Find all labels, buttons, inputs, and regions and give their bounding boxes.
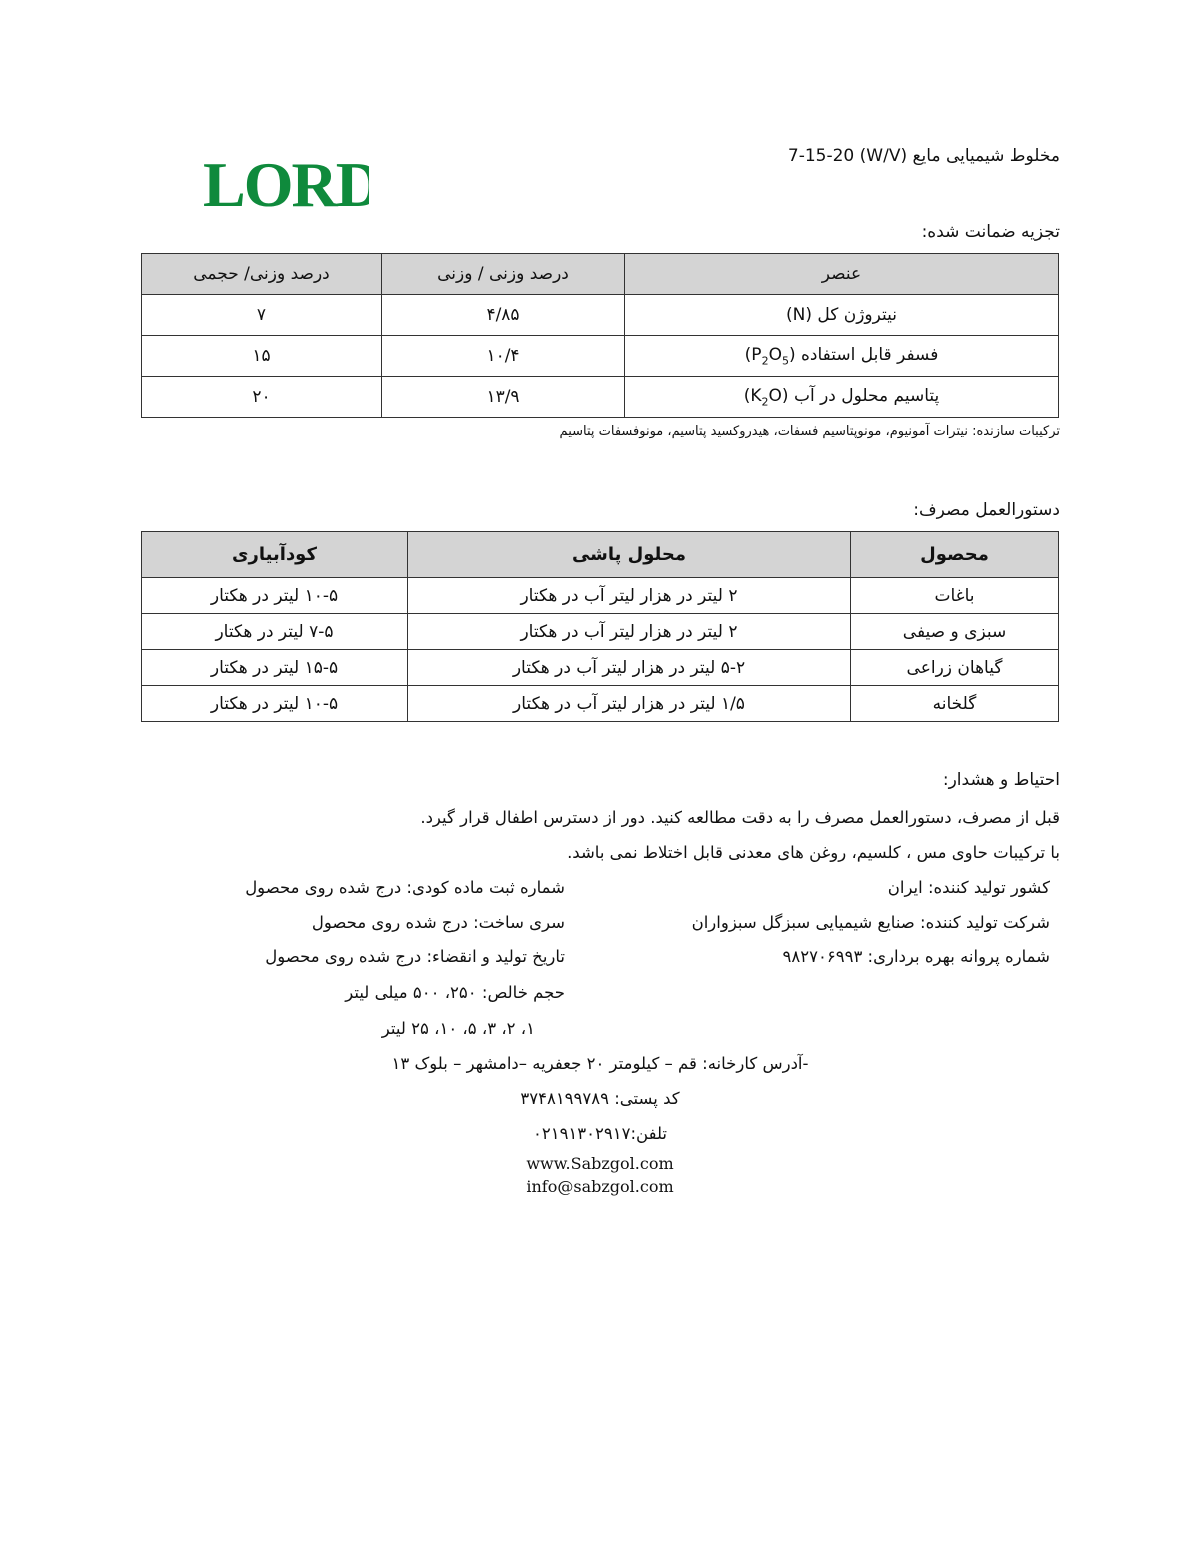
registration-number: شماره ثبت ماده کودی: درج شده روی محصول (245, 878, 565, 897)
ingredients-note: ترکیبات سازنده: نیترات آمونیوم، مونوپتاسیم فسفات، هیدروکسید پتاسیم، مونوفسفات پتاسیم (559, 424, 1060, 439)
postal-code: کد پستی: ۳۷۴۸۱۹۹۷۸۹ (520, 1089, 680, 1108)
crop-cell: گیاهان زراعی (851, 650, 1059, 686)
wv-cell: ۲۰ (142, 377, 382, 418)
usage-header-row (142, 532, 1059, 578)
fertigation-cell: ۱۵-۵ لیتر در هکتار (142, 650, 408, 686)
producer-company: شرکت تولید کننده: صنایع شیمیایی سبزگل سبزواران (691, 913, 1050, 932)
spray-cell: ۲ لیتر در هزار لیتر آب در هکتار (408, 614, 851, 650)
ww-cell: ۱۰/۴ (382, 336, 625, 377)
fertigation-cell: ۷-۵ لیتر در هکتار (142, 614, 408, 650)
factory-address: -آدرس کارخانه: قم – کیلومتر ۲۰ جعفریه –دامشهر – بلوک ۱۳ (391, 1054, 809, 1073)
net-volume: حجم خالص: ۲۵۰، ۵۰۰ میلی لیتر (345, 983, 565, 1002)
spray-cell: ۵-۲ لیتر در هزار لیتر آب در هکتار (408, 650, 851, 686)
table-row (142, 295, 1059, 336)
batch-number: سری ساخت: درج شده روی محصول (311, 913, 565, 932)
spray-cell: ۲ لیتر در هزار لیتر آب در هکتار (408, 578, 851, 614)
ww-cell: ۱۳/۹ (382, 377, 625, 418)
fertigation-cell: ۱۰-۵ لیتر در هکتار (142, 578, 408, 614)
producer-country: کشور تولید کننده: ایران (887, 878, 1050, 897)
table-row (142, 686, 1059, 722)
table-row (142, 578, 1059, 614)
analysis-header-row (142, 254, 1059, 295)
warning-line-2: با ترکیبات حاوی مس ، کلسیم، روغن های معدنی قابل اختلاط نمی باشد. (567, 843, 1060, 862)
wv-cell: ۷ (142, 295, 382, 336)
production-expiry-date: تاریخ تولید و انقضاء: درج شده روی محصول (265, 947, 565, 966)
table-row (142, 650, 1059, 686)
analysis-heading: تجزیه ضمانت شده: (921, 222, 1060, 242)
fertigation-cell: ۱۰-۵ لیتر در هکتار (142, 686, 408, 722)
net-volume-liters: ۱، ۲، ۳، ۵، ۱۰، ۲۵ لیتر (381, 1019, 535, 1038)
col-fertigation: کودآبیاری (142, 532, 408, 578)
spray-cell: ۱/۵ لیتر در هزار لیتر آب در هکتار (408, 686, 851, 722)
col-wv: درصد وزنی/ حجمی (142, 254, 382, 295)
crop-cell: سبزی و صیفی (851, 614, 1059, 650)
col-element: عنصر (625, 254, 1059, 295)
website-link[interactable]: www.Sabzgol.com (526, 1154, 674, 1173)
element-cell: نیتروژن کل (N) (625, 295, 1059, 336)
table-row (142, 336, 1059, 377)
logo-text: LORD (203, 150, 369, 212)
crop-cell: باغات (851, 578, 1059, 614)
warning-line-1: قبل از مصرف، دستورالعمل مصرف را به دقت مطالعه کنید. دور از دسترس اطفال قرار گیرد. (420, 808, 1060, 827)
usage-heading: دستورالعمل مصرف: (913, 500, 1060, 520)
table-row (142, 377, 1059, 418)
table-row (142, 614, 1059, 650)
crop-cell: گلخانه (851, 686, 1059, 722)
product-title: مخلوط شیمیایی مایع (W/V) 7-15-20 (787, 146, 1060, 166)
col-ww: درصد وزنی / وزنی (382, 254, 625, 295)
brand-logo (203, 150, 369, 216)
analysis-table (141, 253, 1059, 418)
ww-cell: ۴/۸۵ (382, 295, 625, 336)
phone-number: تلفن:۰۲۱۹۱۳۰۲۹۱۷ (532, 1124, 668, 1143)
email-link[interactable]: info@sabzgol.com (526, 1177, 674, 1196)
usage-table (141, 531, 1059, 722)
col-crop: محصول (851, 532, 1059, 578)
col-spray: محلول پاشی (408, 532, 851, 578)
license-number: شماره پروانه بهره برداری: ۹۸۲۷۰۶۹۹۳ (782, 947, 1050, 966)
element-cell: پتاسیم محلول در آب $(K_2O)$ (625, 377, 1059, 418)
warnings-heading: احتیاط و هشدار: (942, 770, 1060, 790)
element-cell: فسفر قابل استفاده $(P_2O_5)$ (625, 336, 1059, 377)
wv-cell: ۱۵ (142, 336, 382, 377)
